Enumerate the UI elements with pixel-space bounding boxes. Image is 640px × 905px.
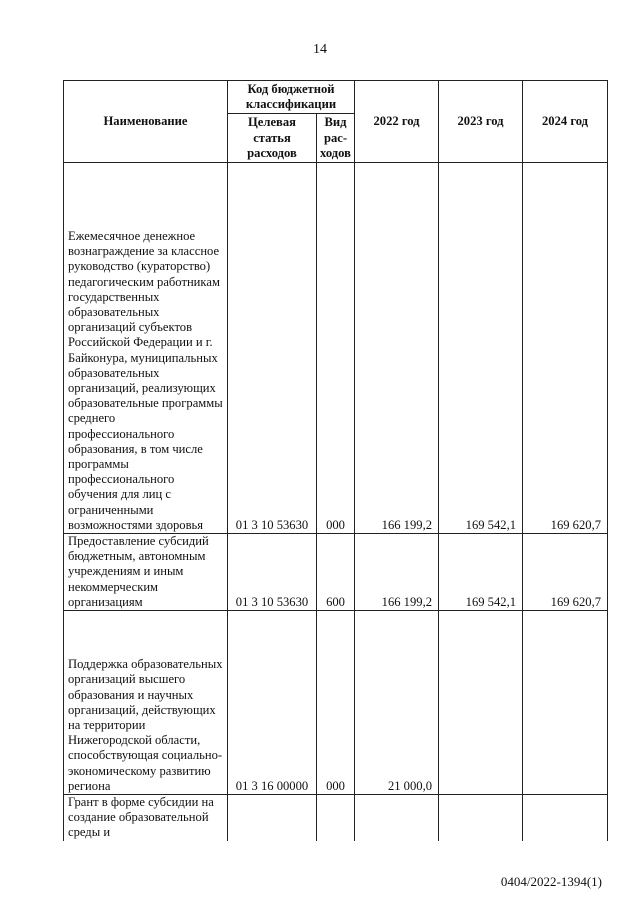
row-name: Предоставление субсидий бюджетным, автономным учреждениям и иным некоммерческим организациям <box>64 534 228 611</box>
row-target: 01 3 10 53630 <box>228 534 317 611</box>
budget-table <box>63 80 608 841</box>
row-2023 <box>439 611 523 795</box>
row-2024: 169 620,7 <box>523 163 608 534</box>
table-row <box>64 611 608 795</box>
row-2024: 169 620,7 <box>523 534 608 611</box>
row-type: 000 <box>317 163 355 534</box>
row-type: 000 <box>317 611 355 795</box>
row-name: Ежемесячное денежное вознаграждение за классное руководство (кураторство) педагогическим работникам государственных образовательных организаций субъектов Российской Федерации и г. Байконура, муниципальных образовательных организаций, реализующих образовательные программы среднего профессионального образования, в том числе программы профессионального обучения для лиц с ограниченными возможностями здоровья <box>64 163 228 534</box>
row-2022 <box>355 795 439 841</box>
document-code: 0404/2022-1394(1) <box>500 874 602 889</box>
header-2022: 2022 год <box>355 81 439 163</box>
header-2023: 2023 год <box>439 81 523 163</box>
row-2022: 166 199,2 <box>355 163 439 534</box>
row-2023: 169 542,1 <box>439 163 523 534</box>
row-type <box>317 795 355 841</box>
row-2022: 21 000,0 <box>355 611 439 795</box>
table-row <box>64 534 608 611</box>
header-code-group: Код бюджетной классификации <box>228 81 355 114</box>
page-number: 14 <box>313 42 327 57</box>
row-2023: 169 542,1 <box>439 534 523 611</box>
row-2023 <box>439 795 523 841</box>
row-type: 600 <box>317 534 355 611</box>
row-target: 01 3 10 53630 <box>228 163 317 534</box>
row-name: Поддержка образовательных организаций высшего образования и научных организаций, действующих на территории Нижегородской области, способствующая социально-экономическому развитию региона <box>64 611 228 795</box>
header-name: Наименование <box>64 81 228 163</box>
table-row <box>64 163 608 534</box>
row-2024 <box>523 795 608 841</box>
header-target: Целевая статья расходов <box>228 114 317 163</box>
row-target: 01 3 16 00000 <box>228 611 317 795</box>
row-target <box>228 795 317 841</box>
header-2024: 2024 год <box>523 81 608 163</box>
header-type: Вид рас-ходов <box>317 114 355 163</box>
table-row <box>64 795 608 841</box>
row-2022: 166 199,2 <box>355 534 439 611</box>
row-2024 <box>523 611 608 795</box>
row-name: Грант в форме субсидии на создание образовательной среды и <box>64 795 228 841</box>
